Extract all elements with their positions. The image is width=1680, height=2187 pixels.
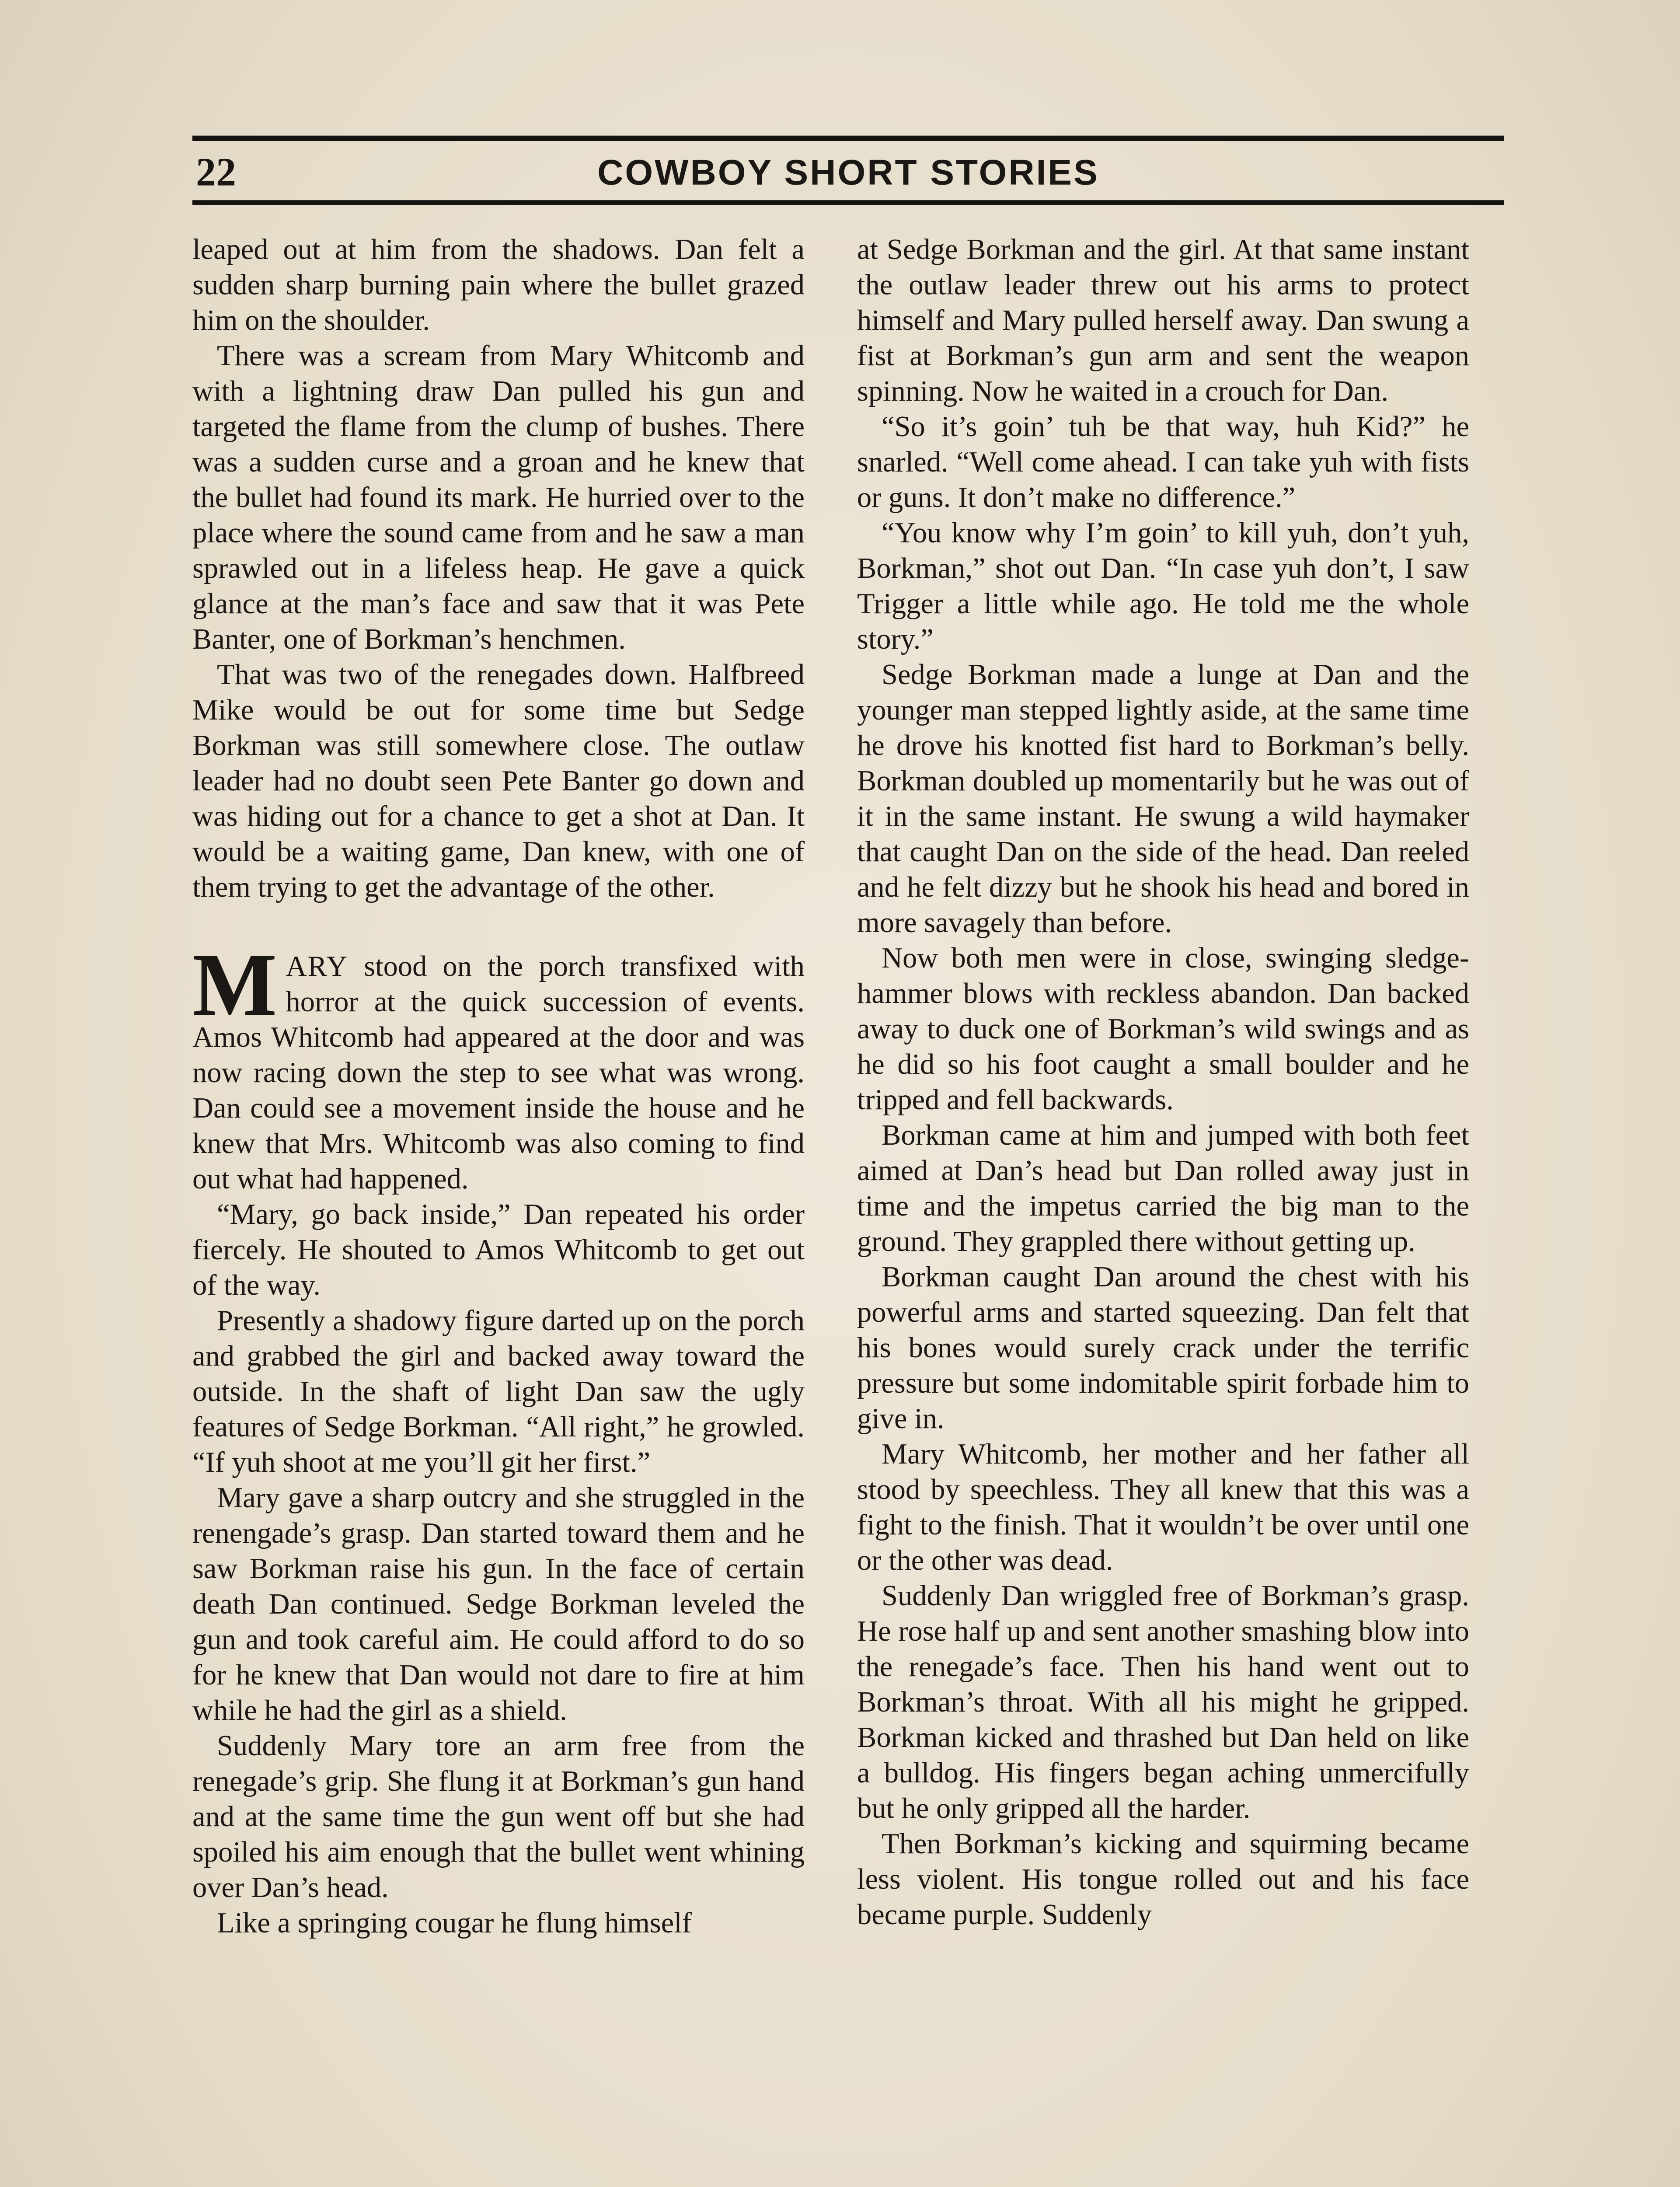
paragraph: Sedge Borkman made a lunge at Dan and the younger man stepped lightly aside, at the same time he drove his knotted fist hard to Borkman’s belly. Borkman doubled up momentarily but he was out of it in the same instant. He swung a wild haymaker that caught Dan on the side of the head. Dan reeled and he felt dizzy but he shook his head and bored in more savagely than before. (857, 659, 1469, 939)
right-column (857, 232, 1469, 1932)
paragraph: leaped out at him from the shadows. Dan felt a sudden sharp burning pain where the bullet grazed him on the shoulder. (192, 234, 805, 336)
paragraph: at Sedge Borkman and the girl. At that same instant the outlaw leader threw out his arms to protect himself and Mary pulled herself away. Dan swung a fist at Borkman’s gun arm and sent the weapon spinning. Now he waited in a crouch for Dan. (857, 234, 1469, 407)
paragraph-text: stood on the porch transfixed with horror at the quick succession of events. Amos Whitcomb had appeared at the door and was now racing down the step to see what was wrong. Dan could see a movement inside the house and he knew that Mrs. Whitcomb was also coming to find out what had happened. (192, 950, 805, 1195)
page-header (192, 131, 1504, 210)
running-title: COWBOY SHORT STORIES (597, 153, 1099, 192)
paragraph-with-drop-cap (192, 935, 805, 1197)
paragraph: Mary Whitcomb, her mother and her father all stood by speechless. They all knew that this was a fight to the finish. That it wouldn’t be over until one or the other was dead. (857, 1438, 1469, 1576)
paragraph: Borkman caught Dan around the chest with his powerful arms and started squeezing. Dan felt that his bones would surely crack under the terrific pressure but some indomitable spirit forbade him to give in. (857, 1261, 1469, 1435)
paragraph: Mary gave a sharp outcry and she struggled in the renengade’s grasp. Dan started toward them and he saw Borkman raise his gun. In the face of certain death Dan continued. Sedge Borkman leveled the gun and took careful aim. He could afford to do so for he knew that Dan would not dare to fire at him while he had the girl as a shield. (192, 1482, 805, 1726)
paragraph: Suddenly Dan wriggled free of Borkman’s grasp. He rose half up and sent another smashing blow into the renegade’s face. Then his hand went out to Borkman’s throat. With all his might he gripped. Borkman kicked and thrashed but Dan held on like a bulldog. His fingers began aching unmercifully but he only gripped all the harder. (857, 1580, 1469, 1824)
paragraph: Now both men were in close, swinging sledge-hammer blows with reckless abandon. Dan backed away to duck one of Borkman’s wild swings and as he did so his foot caught a small boulder and he tripped and fell backwards. (857, 942, 1469, 1116)
paragraph: Presently a shadowy figure darted up on the porch and grabbed the girl and backed away toward the outside. In the shaft of light Dan saw the ugly features of Sedge Borkman. “All right,” he growled. “If yuh shoot at me you’ll git her first.” (192, 1305, 805, 1478)
paragraph: Then Borkman’s kicking and squirming became less violent. His tongue rolled out and his face became purple. Suddenly (857, 1828, 1469, 1931)
left-column (192, 232, 805, 1941)
header-bottom-rule (192, 200, 1504, 205)
paragraph: Like a springing cougar he flung himself (217, 1907, 692, 1939)
header-top-rule (192, 136, 1504, 141)
paragraph: “You know why I’m goin’ to kill yuh, don’t yuh, Borkman,” shot out Dan. “In case yuh don’t, I saw Trigger a little while ago. He told me the whole story.” (857, 517, 1469, 655)
paragraph: “Mary, go back inside,” Dan repeated his order fiercely. He shouted to Amos Whitcomb to get out of the way. (192, 1198, 805, 1301)
paragraph: Suddenly Mary tore an arm free from the renegade’s grip. She flung it at Borkman’s gun hand and at the same time the gun went off but she had spoiled his aim enough that the bullet went whining over Dan’s head. (192, 1730, 805, 1904)
drop-cap: M (192, 935, 277, 1034)
small-caps-lead: ARY (286, 950, 349, 982)
paragraph: That was two of the renegades down. Halfbreed Mike would be out for some time but Sedge Borkman was still somewhere close. The outlaw leader had no doubt seen Pete Banter go down and was hiding out for a chance to get a shot at Dan. It would be a waiting game, Dan knew, with one of them trying to get the advantage of the other. (192, 659, 805, 903)
paragraph: There was a scream from Mary Whitcomb and with a lightning draw Dan pulled his gun and targeted the flame from the clump of bushes. There was a sudden curse and a groan and he knew that the bullet had found its mark. He hurried over to the place where the sound came from and he saw a man sprawled out in a lifeless heap. He gave a quick glance at the man’s face and saw that it was Pete Banter, one of Borkman’s henchmen. (192, 340, 805, 655)
paragraph: “So it’s goin’ tuh be that way, huh Kid?” he snarled. “Well come ahead. I can take yuh with fists or guns. It don’t make no difference.” (857, 411, 1469, 514)
paragraph: Borkman came at him and jumped with both feet aimed at Dan’s head but Dan rolled away just in time and the impetus carried the big man to the ground. They grappled there without getting up. (857, 1119, 1469, 1258)
page-number: 22 (196, 150, 236, 194)
